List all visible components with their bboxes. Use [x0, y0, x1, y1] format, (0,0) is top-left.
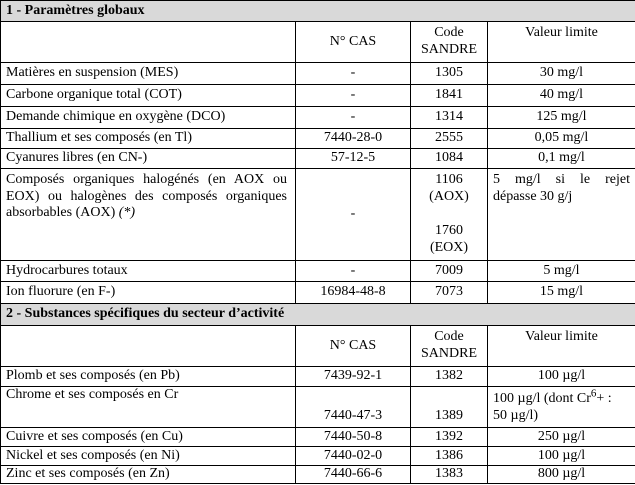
cas-cell: 7440-66-6 [296, 466, 411, 484]
cas-header: N° CAS [296, 22, 411, 63]
cas-cell: 7440-50-8 [296, 428, 411, 447]
cas-cell: 7440-47-3 [296, 387, 411, 428]
valeur-line2: 50 µg/l) [493, 407, 539, 423]
valeur-cell: 800 µg/l [488, 466, 635, 484]
cas-cell: 57-12-5 [296, 149, 411, 169]
substance-cell: Cyanures libres (en CN-) [1, 149, 296, 169]
column-header-row [1, 326, 635, 367]
cas-cell: - [296, 261, 411, 282]
cas-cell: - [296, 85, 411, 107]
row-nickel [1, 447, 635, 466]
cas-cell: 7439-92-1 [296, 367, 411, 387]
code-cell: 2555 [411, 129, 488, 149]
substance-cell: Zinc et ses composés (en Zn) [1, 466, 296, 484]
substance-cell: Plomb et ses composés (en Pb) [1, 367, 296, 387]
code-header: Code SANDRE [411, 22, 488, 63]
valeur-cell: 30 mg/l [488, 63, 635, 85]
code-cell: 1392 [411, 428, 488, 447]
valeur-cell: 125 mg/l [488, 107, 635, 129]
valeur-line1-end: + : [596, 391, 612, 406]
code-cell: 1084 [411, 149, 488, 169]
cas-cell: 7440-28-0 [296, 129, 411, 149]
row-hydrocarbures-totaux [1, 261, 635, 282]
substance-cell: Hydrocarbures totaux [1, 261, 296, 282]
code-cell: 1305 [411, 63, 488, 85]
valeur-cell: 100 µg/l [488, 367, 635, 387]
substance-header-cell [1, 22, 296, 63]
code-aox: 1106 (AOX) [429, 172, 469, 204]
cas-cell: 16984-48-8 [296, 282, 411, 304]
code-cell: 1382 [411, 367, 488, 387]
footnote-marker: (*) [118, 205, 136, 220]
valeur-cell: 0,05 mg/l [488, 129, 635, 149]
valeur-line1: 100 µg/l (dont Cr [493, 391, 591, 406]
valeur-superscript: 6 [590, 387, 597, 400]
cas-cell: - [296, 169, 411, 261]
valeur-cell: 100 µg/l [488, 447, 635, 466]
row-cuivre [1, 428, 635, 447]
valeur-cell: 5 mg/l [488, 261, 635, 282]
code-cell: 1383 [411, 466, 488, 484]
valeur-cell: 5 mg/l si le rejet dépasse 30 g/j [488, 169, 635, 261]
substance-cell [1, 169, 296, 261]
code-cell: 7073 [411, 282, 488, 304]
substance-header-cell [1, 326, 296, 367]
code-header: Code SANDRE [411, 326, 488, 367]
section-header-substances-specifiques [1, 304, 635, 326]
valeur-cell: 0,1 mg/l [488, 149, 635, 169]
row-ion-fluorure [1, 282, 635, 304]
substance-cell: Carbone organique total (COT) [1, 85, 296, 107]
code-eox: 1760 (EOX) [429, 223, 469, 255]
substance-cell: Nickel et ses composés (en Ni) [1, 447, 296, 466]
substance-cell: Matières en suspension (MES) [1, 63, 296, 85]
row-demande-chimique-oxygene [1, 107, 635, 129]
valeur-cell: 15 mg/l [488, 282, 635, 304]
row-matieres-en-suspension [1, 63, 635, 85]
code-cell [411, 169, 488, 261]
cas-cell: 7440-02-0 [296, 447, 411, 466]
substance-cell: Demande chimique en oxygène (DCO) [1, 107, 296, 129]
row-composes-organiques-halogenes [1, 169, 635, 261]
code-cell: 1389 [411, 387, 488, 428]
column-header-row [1, 22, 635, 63]
substance-text: Composés organiques halogénés (en AOX ou EOX) ou halogènes des composés organiques absorbables (AOX) [6, 172, 287, 220]
code-cell: 1386 [411, 447, 488, 466]
cas-cell: - [296, 107, 411, 129]
section-title: 1 - Paramètres globaux [1, 1, 635, 22]
code-cell: 7009 [411, 261, 488, 282]
valeur-header: Valeur limite [488, 22, 635, 63]
code-cell: 1841 [411, 85, 488, 107]
valeur-cell [488, 387, 635, 428]
substance-cell: Thallium et ses composés (en Tl) [1, 129, 296, 149]
row-thallium [1, 129, 635, 149]
valeur-cell: 250 µg/l [488, 428, 635, 447]
substance-cell: Ion fluorure (en F-) [1, 282, 296, 304]
cas-cell: - [296, 63, 411, 85]
row-carbone-organique-total [1, 85, 635, 107]
valeur-cell: 40 mg/l [488, 85, 635, 107]
cas-header: N° CAS [296, 326, 411, 367]
row-plomb [1, 367, 635, 387]
substance-cell: Chrome et ses composés en Cr [1, 387, 296, 428]
row-cyanures-libres [1, 149, 635, 169]
code-cell: 1314 [411, 107, 488, 129]
substance-cell: Cuivre et ses composés (en Cu) [1, 428, 296, 447]
row-zinc [1, 466, 635, 484]
section-title: 2 - Substances spécifiques du secteur d’activité [1, 304, 635, 326]
section-header-parametres-globaux [1, 1, 635, 22]
valeur-header: Valeur limite [488, 326, 635, 367]
row-chrome [1, 387, 635, 428]
